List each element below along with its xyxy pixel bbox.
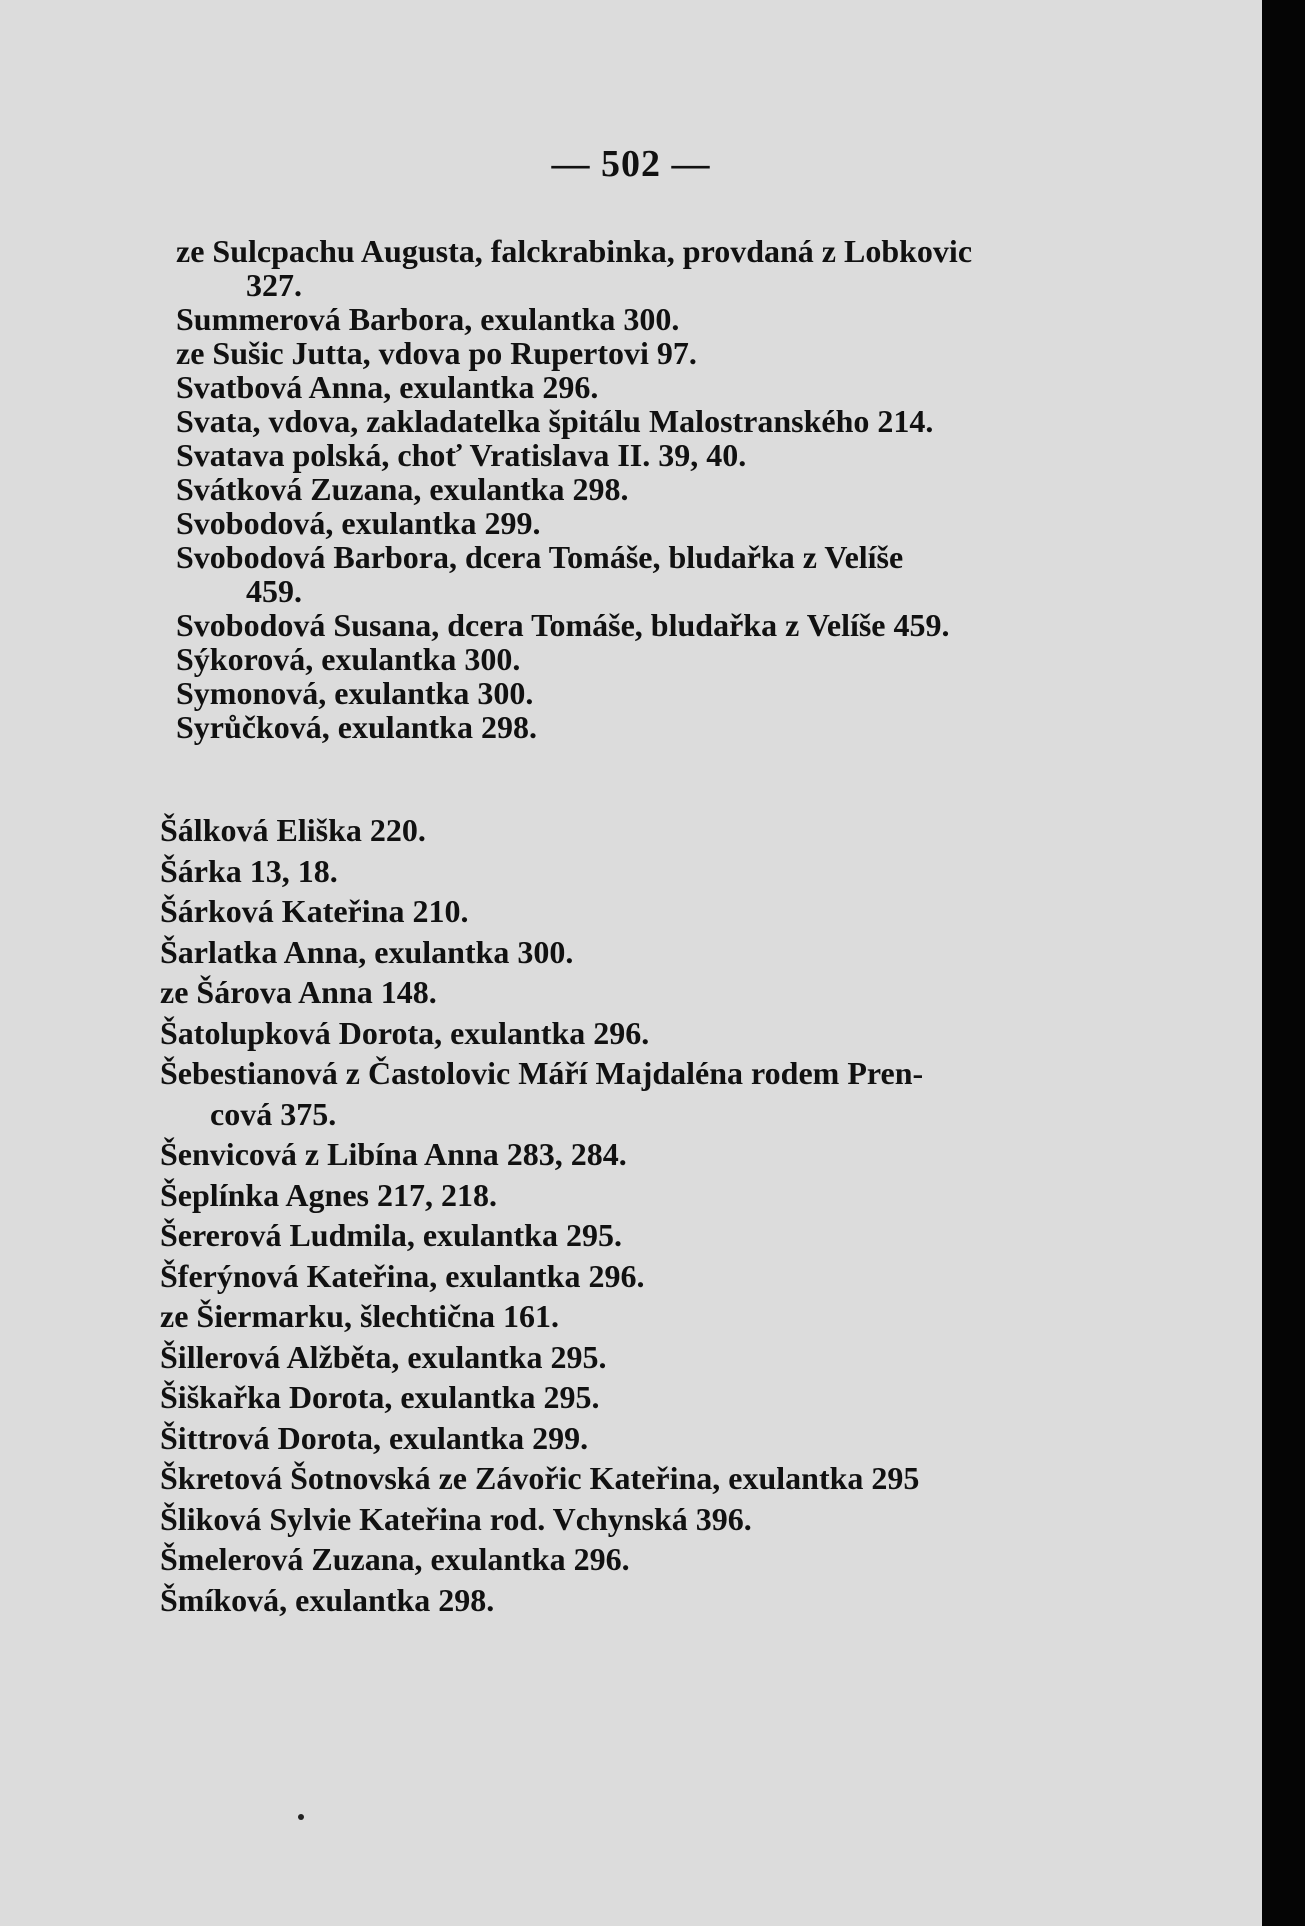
- entry-text: Syrůčková, exulantka 298.: [176, 709, 537, 745]
- entry-text: Šittrová Dorota, exulantka 299.: [160, 1419, 589, 1456]
- index-entry: [176, 404, 1136, 438]
- entry-text: Šárka 13, 18.: [160, 852, 338, 889]
- index-entry: [160, 1539, 1140, 1580]
- index-entry: [160, 1296, 1140, 1337]
- entry-continuation: cová 375.: [210, 1095, 337, 1132]
- index-entry: [160, 1580, 1140, 1621]
- entry-text: Svatava polská, choť Vratislava II. 39, 40.: [176, 437, 747, 473]
- index-entry: [160, 1256, 1140, 1297]
- entry-text: Šenvicová z Libína Anna 283, 284.: [160, 1136, 627, 1172]
- entry-text: Šeplínka Agnes 217, 218.: [160, 1176, 497, 1213]
- index-entry: [176, 370, 1136, 404]
- entry-text: Šillerová Alžběta, exulantka 295.: [160, 1338, 607, 1375]
- index-entry: [176, 608, 1136, 642]
- page-number: — 502 —: [551, 143, 711, 185]
- entry-text: Svata, vdova, zakladatelka špitálu Malostranského 214.: [176, 403, 934, 439]
- entry-text: ze Sušic Jutta, vdova po Rupertovi 97.: [176, 335, 697, 371]
- entry-continuation: 327.: [246, 267, 302, 303]
- entry-text: Svatbová Anna, exulantka 296.: [176, 369, 599, 405]
- index-entry: [176, 642, 1136, 676]
- index-entry: [160, 1175, 1140, 1216]
- entry-text: Šererová Ludmila, exulantka 295.: [160, 1217, 622, 1253]
- entry-text: Svobodová, exulantka 299.: [176, 505, 541, 541]
- index-entries-sh: [160, 810, 1140, 1620]
- index-entry: [160, 1053, 1140, 1134]
- index-entry: [160, 972, 1140, 1013]
- entry-text: Svobodová Barbora, dcera Tomáše, bludařka z Velíše: [176, 539, 904, 575]
- index-entry: [176, 234, 1136, 302]
- index-entry: [176, 302, 1136, 336]
- ink-speck: [298, 1814, 304, 1820]
- index-entry: [160, 1418, 1140, 1459]
- entry-text: Sýkorová, exulantka 300.: [176, 641, 521, 677]
- index-entry: [176, 710, 1136, 744]
- entry-continuation: 459.: [246, 573, 302, 609]
- entry-text: Šliková Sylvie Kateřina rod. Vchynská 396.: [160, 1500, 752, 1537]
- entry-text: Šmelerová Zuzana, exulantka 296.: [160, 1541, 630, 1577]
- index-entry: [176, 438, 1136, 472]
- index-entry: [160, 1215, 1140, 1256]
- entry-text: Symonová, exulantka 300.: [176, 675, 534, 711]
- entry-text: Šebestianová z Častolovic Máří Majdaléna rodem Pren-: [160, 1055, 924, 1091]
- entry-text: Škretová Šotnovská ze Závořic Kateřina, exulantka 295: [160, 1460, 920, 1496]
- index-entry: [160, 932, 1140, 973]
- entry-text: ze Šiermarku, šlechtična 161.: [160, 1298, 560, 1334]
- entry-text: Šálková Eliška 220.: [160, 812, 426, 848]
- index-entry: [176, 336, 1136, 370]
- entry-text: Svátková Zuzana, exulantka 298.: [176, 471, 629, 507]
- entry-text: Šarlatka Anna, exulantka 300.: [160, 933, 574, 970]
- entry-text: Šárková Kateřina 210.: [160, 893, 469, 929]
- entry-text: ze Šárova Anna 148.: [160, 974, 437, 1010]
- index-entry: [160, 1458, 1140, 1499]
- entry-text: Šmíková, exulantka 298.: [160, 1581, 495, 1618]
- index-entry: [160, 1013, 1140, 1054]
- entry-text: Šiškařka Dorota, exulantka 295.: [160, 1379, 600, 1415]
- entry-text: Summerová Barbora, exulantka 300.: [176, 301, 680, 337]
- entry-text: ze Sulcpachu Augusta, falckrabinka, provdaná z Lobkovic: [176, 233, 973, 269]
- index-entry: [160, 1337, 1140, 1378]
- page-edge-shadow: [1262, 0, 1305, 1926]
- index-entry: [176, 472, 1136, 506]
- entry-text: Šatolupková Dorota, exulantka 296.: [160, 1014, 650, 1051]
- index-entry: [160, 1134, 1140, 1175]
- index-entry: [160, 810, 1140, 851]
- index-entry: [176, 540, 1136, 608]
- entry-text: Šferýnová Kateřina, exulantka 296.: [160, 1257, 645, 1294]
- index-entries-s: [176, 234, 1136, 744]
- index-entry: [176, 506, 1136, 540]
- index-entry: [176, 676, 1136, 710]
- index-entry: [160, 1499, 1140, 1540]
- index-entry: [160, 891, 1140, 932]
- index-entry: [160, 851, 1140, 892]
- entry-text: Svobodová Susana, dcera Tomáše, bludařka z Velíše 459.: [176, 607, 950, 643]
- index-entry: [160, 1377, 1140, 1418]
